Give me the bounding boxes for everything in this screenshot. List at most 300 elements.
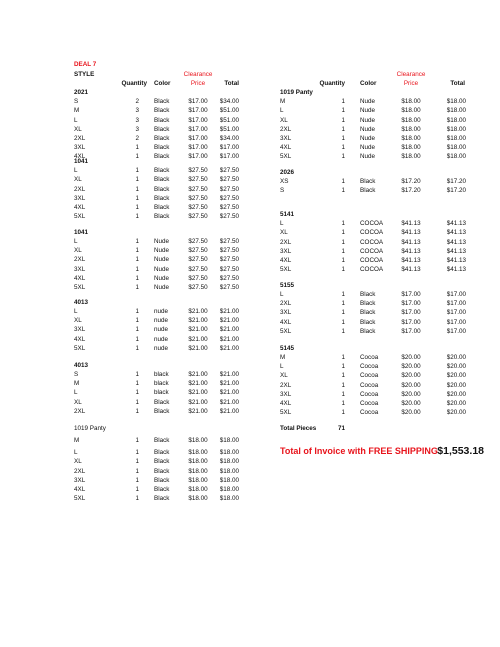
- total-cell: $21.00: [219, 371, 239, 379]
- left-clearance-header: Clearance: [183, 71, 213, 78]
- color-cell: Cocoa: [360, 399, 379, 407]
- color-cell: Nude: [360, 143, 376, 151]
- quantity-cell: 1: [341, 153, 345, 161]
- total-cell: $18.00: [446, 98, 466, 106]
- color-cell: Nude: [360, 134, 376, 142]
- total-cell: $21.00: [219, 317, 239, 325]
- color-cell: nude: [154, 326, 169, 334]
- color-cell: Nude: [154, 274, 170, 282]
- price-cell: $20.00: [401, 399, 421, 407]
- quantity-cell: 1: [341, 187, 345, 195]
- total-cell: $51.00: [219, 125, 239, 133]
- quantity-cell: 1: [341, 107, 345, 115]
- color-cell: Black: [154, 167, 170, 175]
- size-cell: XL: [280, 116, 288, 124]
- total-cell: $41.13: [446, 256, 466, 264]
- right-total-header: Total: [450, 80, 465, 87]
- price-cell: $21.00: [188, 398, 208, 406]
- size-cell: 2XL: [74, 185, 86, 193]
- style-group-name: 5145: [280, 345, 295, 352]
- right-quantity-header: Quantity: [319, 80, 345, 87]
- total-cell: $18.00: [219, 449, 239, 457]
- color-cell: Cocoa: [360, 381, 379, 389]
- color-cell: Black: [154, 485, 170, 493]
- size-cell: XL: [74, 247, 82, 255]
- total-cell: $27.50: [219, 212, 239, 220]
- price-cell: $27.50: [188, 176, 208, 184]
- price-cell: $18.00: [401, 134, 421, 142]
- total-cell: $18.00: [446, 125, 466, 133]
- size-cell: M: [280, 98, 286, 106]
- color-cell: Black: [360, 309, 376, 317]
- color-cell: COCOA: [360, 220, 384, 228]
- size-cell: 4XL: [74, 335, 86, 343]
- total-cell: $17.00: [446, 291, 466, 299]
- quantity-cell: 1: [341, 143, 345, 151]
- total-cell: $17.00: [219, 143, 239, 151]
- style-group-name: 1041: [74, 158, 89, 165]
- quantity-cell: 3: [135, 116, 139, 124]
- quantity-cell: 1: [341, 220, 345, 228]
- size-cell: 3XL: [74, 265, 86, 273]
- price-cell: $41.13: [401, 247, 421, 255]
- left-total-header: Total: [224, 80, 239, 87]
- price-cell: $27.50: [188, 203, 208, 211]
- quantity-cell: 1: [341, 238, 345, 246]
- style-group-name: 2021: [74, 89, 89, 96]
- price-cell: $17.00: [188, 116, 208, 124]
- size-cell: L: [280, 363, 284, 371]
- style-group-name: 2026: [280, 169, 295, 176]
- size-cell: M: [74, 437, 80, 445]
- price-cell: $20.00: [401, 381, 421, 389]
- color-cell: Black: [154, 125, 170, 133]
- total-cell: $18.00: [219, 467, 239, 475]
- color-cell: Cocoa: [360, 409, 379, 416]
- total-cell: $41.13: [446, 247, 466, 255]
- right-color-header: Color: [360, 80, 377, 87]
- style-group-name: 4013: [74, 299, 89, 306]
- price-cell: $27.50: [188, 194, 208, 202]
- size-cell: 3XL: [280, 309, 292, 317]
- price-cell: $18.00: [188, 485, 208, 493]
- quantity-cell: 1: [135, 317, 139, 325]
- total-cell: $17.20: [446, 187, 466, 195]
- quantity-cell: 1: [341, 409, 345, 416]
- quantity-cell: 1: [135, 326, 139, 334]
- total-cell: $51.00: [219, 107, 239, 115]
- color-cell: nude: [154, 344, 169, 352]
- price-cell: $41.13: [401, 220, 421, 228]
- total-cell: $27.50: [219, 238, 239, 246]
- size-cell: 4XL: [74, 274, 86, 282]
- invoice-total-label: Total of Invoice with FREE SHIPPING: [280, 446, 438, 456]
- size-cell: 5XL: [74, 283, 86, 291]
- price-cell: $27.50: [188, 212, 208, 220]
- size-cell: L: [74, 167, 78, 175]
- price-cell: $18.00: [188, 449, 208, 457]
- price-cell: $18.00: [401, 143, 421, 151]
- total-cell: $21.00: [219, 335, 239, 343]
- size-cell: 3XL: [74, 326, 86, 334]
- price-cell: $21.00: [188, 335, 208, 343]
- price-cell: $18.00: [188, 458, 208, 466]
- color-cell: Cocoa: [360, 363, 379, 371]
- color-cell: Black: [360, 291, 376, 299]
- size-cell: 5XL: [280, 327, 292, 335]
- size-cell: 3XL: [74, 476, 86, 484]
- quantity-cell: 1: [135, 495, 139, 502]
- total-cell: $18.00: [446, 116, 466, 124]
- price-cell: $27.50: [188, 238, 208, 246]
- total-cell: $27.50: [219, 185, 239, 193]
- total-cell: $41.13: [446, 229, 466, 237]
- total-cell: $27.50: [219, 274, 239, 282]
- quantity-cell: 3: [135, 107, 139, 115]
- total-cell: $18.00: [219, 495, 239, 502]
- total-cell: $21.00: [219, 398, 239, 406]
- color-cell: Black: [360, 187, 376, 195]
- quantity-cell: 1: [135, 407, 139, 415]
- color-cell: Nude: [360, 125, 376, 133]
- total-cell: $34.00: [219, 134, 239, 142]
- size-cell: 3XL: [280, 390, 292, 398]
- price-cell: $27.50: [188, 167, 208, 175]
- quantity-cell: 1: [135, 153, 139, 161]
- price-cell: $21.00: [188, 407, 208, 415]
- color-cell: nude: [154, 317, 169, 325]
- quantity-cell: 1: [341, 98, 345, 106]
- color-cell: COCOA: [360, 238, 384, 246]
- price-cell: $20.00: [401, 372, 421, 380]
- size-cell: 2XL: [74, 467, 86, 475]
- color-cell: Black: [154, 212, 170, 220]
- size-cell: S: [280, 187, 285, 195]
- price-cell: $27.50: [188, 283, 208, 291]
- quantity-cell: 1: [135, 143, 139, 151]
- quantity-cell: 1: [135, 212, 139, 220]
- quantity-cell: 1: [135, 176, 139, 184]
- size-cell: 2XL: [280, 125, 292, 133]
- total-cell: $41.13: [446, 220, 466, 228]
- size-cell: XL: [74, 398, 82, 406]
- size-cell: 2XL: [74, 407, 86, 415]
- color-cell: Nude: [360, 116, 376, 124]
- quantity-cell: 1: [341, 247, 345, 255]
- price-cell: $27.50: [188, 256, 208, 264]
- style-group-name: 1019 Panty: [280, 89, 313, 96]
- price-cell: $21.00: [188, 371, 208, 379]
- total-cell: $17.00: [219, 153, 239, 161]
- color-cell: Black: [154, 98, 170, 106]
- size-cell: S: [74, 98, 79, 106]
- price-cell: $21.00: [188, 317, 208, 325]
- quantity-cell: 1: [135, 167, 139, 175]
- quantity-cell: 1: [341, 300, 345, 308]
- total-cell: $21.00: [219, 407, 239, 415]
- price-cell: $20.00: [401, 409, 421, 416]
- total-cell: $27.50: [219, 203, 239, 211]
- color-cell: Nude: [360, 153, 376, 161]
- quantity-cell: 1: [341, 178, 345, 186]
- color-cell: Black: [154, 176, 170, 184]
- deal-label: DEAL 7: [74, 61, 97, 68]
- style-group-name: 5141: [280, 211, 295, 218]
- size-cell: XS: [280, 178, 289, 186]
- style-group-name: 4013: [74, 362, 89, 369]
- price-cell: $41.13: [401, 238, 421, 246]
- total-cell: $27.50: [219, 265, 239, 273]
- price-cell: $17.00: [401, 327, 421, 335]
- price-cell: $17.00: [401, 309, 421, 317]
- size-cell: XL: [74, 176, 82, 184]
- price-cell: $17.00: [188, 98, 208, 106]
- color-cell: Black: [154, 437, 170, 445]
- size-cell: 4XL: [280, 399, 292, 407]
- quantity-cell: 1: [135, 371, 139, 379]
- quantity-cell: 1: [341, 381, 345, 389]
- color-cell: Black: [154, 143, 170, 151]
- color-cell: Black: [154, 458, 170, 466]
- quantity-cell: 1: [341, 229, 345, 237]
- price-cell: $18.00: [188, 467, 208, 475]
- quantity-cell: 1: [135, 458, 139, 466]
- size-cell: 4XL: [74, 485, 86, 493]
- quantity-cell: 1: [135, 308, 139, 316]
- price-cell: $18.00: [188, 437, 208, 445]
- quantity-cell: 1: [135, 335, 139, 343]
- total-pieces-label: Total Pieces: [280, 425, 317, 432]
- size-cell: 3XL: [74, 194, 86, 202]
- total-cell: $20.00: [446, 354, 466, 362]
- color-cell: black: [154, 380, 169, 388]
- price-cell: $18.00: [401, 153, 421, 161]
- quantity-cell: 1: [135, 283, 139, 291]
- quantity-cell: 2: [135, 98, 139, 106]
- size-cell: M: [280, 354, 286, 362]
- size-cell: L: [74, 389, 78, 397]
- color-cell: Black: [154, 116, 170, 124]
- color-cell: COCOA: [360, 229, 384, 237]
- size-cell: 4XL: [280, 318, 292, 326]
- color-cell: Black: [154, 449, 170, 457]
- color-cell: Nude: [154, 247, 170, 255]
- quantity-cell: 1: [135, 185, 139, 193]
- total-cell: $41.13: [446, 238, 466, 246]
- size-cell: 5XL: [74, 212, 86, 220]
- total-cell: $20.00: [446, 372, 466, 380]
- size-cell: 2XL: [280, 381, 292, 389]
- total-pieces-value: 71: [338, 425, 346, 432]
- color-cell: Black: [154, 134, 170, 142]
- quantity-cell: 1: [135, 437, 139, 445]
- color-cell: Nude: [154, 256, 170, 264]
- size-cell: L: [74, 116, 78, 124]
- left-price-header: Price: [190, 80, 206, 87]
- color-cell: COCOA: [360, 256, 384, 264]
- price-cell: $27.50: [188, 265, 208, 273]
- total-cell: $21.00: [219, 344, 239, 352]
- style-group-name: 1041: [74, 229, 89, 236]
- price-cell: $21.00: [188, 308, 208, 316]
- color-cell: black: [154, 389, 169, 397]
- price-cell: $18.00: [401, 98, 421, 106]
- quantity-cell: 1: [135, 247, 139, 255]
- style-group-name: 1019 Panty: [74, 425, 106, 432]
- price-cell: $21.00: [188, 344, 208, 352]
- quantity-cell: 1: [341, 134, 345, 142]
- color-cell: Nude: [154, 283, 170, 291]
- total-cell: $18.00: [446, 134, 466, 142]
- total-cell: $21.00: [219, 389, 239, 397]
- size-cell: L: [280, 107, 284, 115]
- price-cell: $17.00: [401, 300, 421, 308]
- quantity-cell: 2: [135, 134, 139, 142]
- size-cell: L: [74, 449, 78, 457]
- total-cell: $20.00: [446, 381, 466, 389]
- quantity-cell: 1: [341, 354, 345, 362]
- price-cell: $27.50: [188, 185, 208, 193]
- quantity-cell: 1: [135, 389, 139, 397]
- quantity-cell: 1: [135, 380, 139, 388]
- quantity-cell: 1: [135, 203, 139, 211]
- quantity-cell: 1: [341, 256, 345, 264]
- size-cell: 3XL: [280, 247, 292, 255]
- color-cell: Nude: [154, 238, 170, 246]
- size-cell: 2XL: [280, 300, 292, 308]
- quantity-cell: 1: [135, 467, 139, 475]
- color-cell: Black: [360, 318, 376, 326]
- color-cell: Black: [360, 300, 376, 308]
- quantity-cell: 1: [341, 327, 345, 335]
- quantity-cell: 1: [341, 372, 345, 380]
- quantity-cell: 1: [135, 476, 139, 484]
- color-cell: Black: [154, 476, 170, 484]
- total-cell: $18.00: [446, 153, 466, 161]
- total-cell: $34.00: [219, 98, 239, 106]
- total-cell: $21.00: [219, 308, 239, 316]
- color-cell: nude: [154, 308, 169, 316]
- quantity-cell: 1: [135, 398, 139, 406]
- price-cell: $17.00: [188, 134, 208, 142]
- total-cell: $51.00: [219, 116, 239, 124]
- size-cell: L: [280, 291, 284, 299]
- total-cell: $27.50: [219, 247, 239, 255]
- size-cell: XL: [74, 125, 82, 133]
- quantity-cell: 1: [341, 125, 345, 133]
- size-cell: 5XL: [280, 409, 292, 416]
- total-cell: $18.00: [446, 143, 466, 151]
- quantity-cell: 1: [341, 399, 345, 407]
- price-cell: $17.00: [188, 125, 208, 133]
- price-cell: $18.00: [188, 476, 208, 484]
- price-cell: $17.00: [188, 153, 208, 161]
- size-cell: 2XL: [280, 238, 292, 246]
- color-cell: Black: [154, 467, 170, 475]
- quantity-cell: 1: [341, 390, 345, 398]
- price-cell: $27.50: [188, 247, 208, 255]
- style-label: STYLE: [74, 71, 95, 78]
- price-cell: $17.00: [188, 107, 208, 115]
- total-cell: $20.00: [446, 363, 466, 371]
- quantity-cell: 1: [135, 344, 139, 352]
- size-cell: 5XL: [74, 495, 86, 502]
- size-cell: 3XL: [74, 143, 86, 151]
- price-cell: $21.00: [188, 326, 208, 334]
- quantity-cell: 1: [135, 265, 139, 273]
- quantity-cell: 1: [341, 116, 345, 124]
- size-cell: 2XL: [74, 134, 86, 142]
- total-cell: $18.00: [446, 107, 466, 115]
- total-cell: $20.00: [446, 390, 466, 398]
- total-cell: $27.50: [219, 167, 239, 175]
- quantity-cell: 1: [135, 449, 139, 457]
- price-cell: $41.13: [401, 256, 421, 264]
- color-cell: Cocoa: [360, 390, 379, 398]
- color-cell: Black: [154, 153, 170, 161]
- total-cell: $18.00: [219, 437, 239, 445]
- size-cell: L: [280, 220, 284, 228]
- total-cell: $18.00: [219, 458, 239, 466]
- total-cell: $18.00: [219, 476, 239, 484]
- color-cell: Black: [154, 495, 170, 502]
- color-cell: black: [154, 371, 169, 379]
- style-group-name: 5155: [280, 282, 295, 289]
- size-cell: 5XL: [280, 153, 292, 161]
- quantity-cell: 3: [135, 125, 139, 133]
- price-cell: $17.20: [401, 187, 421, 195]
- total-cell: $21.00: [219, 380, 239, 388]
- color-cell: Nude: [360, 98, 376, 106]
- quantity-cell: 1: [341, 309, 345, 317]
- color-cell: nude: [154, 335, 169, 343]
- color-cell: Cocoa: [360, 354, 379, 362]
- left-color-header: Color: [154, 80, 171, 87]
- size-cell: 3XL: [280, 134, 292, 142]
- color-cell: Cocoa: [360, 372, 379, 380]
- size-cell: S: [74, 371, 79, 379]
- size-cell: 4XL: [74, 203, 86, 211]
- total-cell: $20.00: [446, 399, 466, 407]
- color-cell: Black: [154, 185, 170, 193]
- price-cell: $27.50: [188, 274, 208, 282]
- price-cell: $18.00: [401, 116, 421, 124]
- color-cell: Black: [154, 407, 170, 415]
- color-cell: Nude: [154, 265, 170, 273]
- size-cell: 2XL: [74, 256, 86, 264]
- size-cell: M: [74, 380, 80, 388]
- color-cell: Nude: [360, 107, 376, 115]
- quantity-cell: 1: [341, 291, 345, 299]
- color-cell: Black: [360, 178, 376, 186]
- color-cell: Black: [154, 203, 170, 211]
- price-cell: $41.13: [401, 229, 421, 237]
- price-cell: $17.00: [188, 143, 208, 151]
- total-cell: $17.20: [446, 178, 466, 186]
- total-cell: $17.00: [446, 327, 466, 335]
- size-cell: 4XL: [74, 153, 86, 161]
- quantity-cell: 1: [135, 274, 139, 282]
- size-cell: XL: [74, 317, 82, 325]
- total-cell: $41.13: [446, 265, 466, 273]
- size-cell: 5XL: [280, 265, 292, 273]
- total-cell: $17.00: [446, 309, 466, 317]
- total-cell: $27.50: [219, 176, 239, 184]
- invoice-total-value: $1,553.18: [437, 445, 484, 457]
- color-cell: Black: [154, 194, 170, 202]
- quantity-cell: 1: [135, 238, 139, 246]
- price-cell: $18.00: [401, 125, 421, 133]
